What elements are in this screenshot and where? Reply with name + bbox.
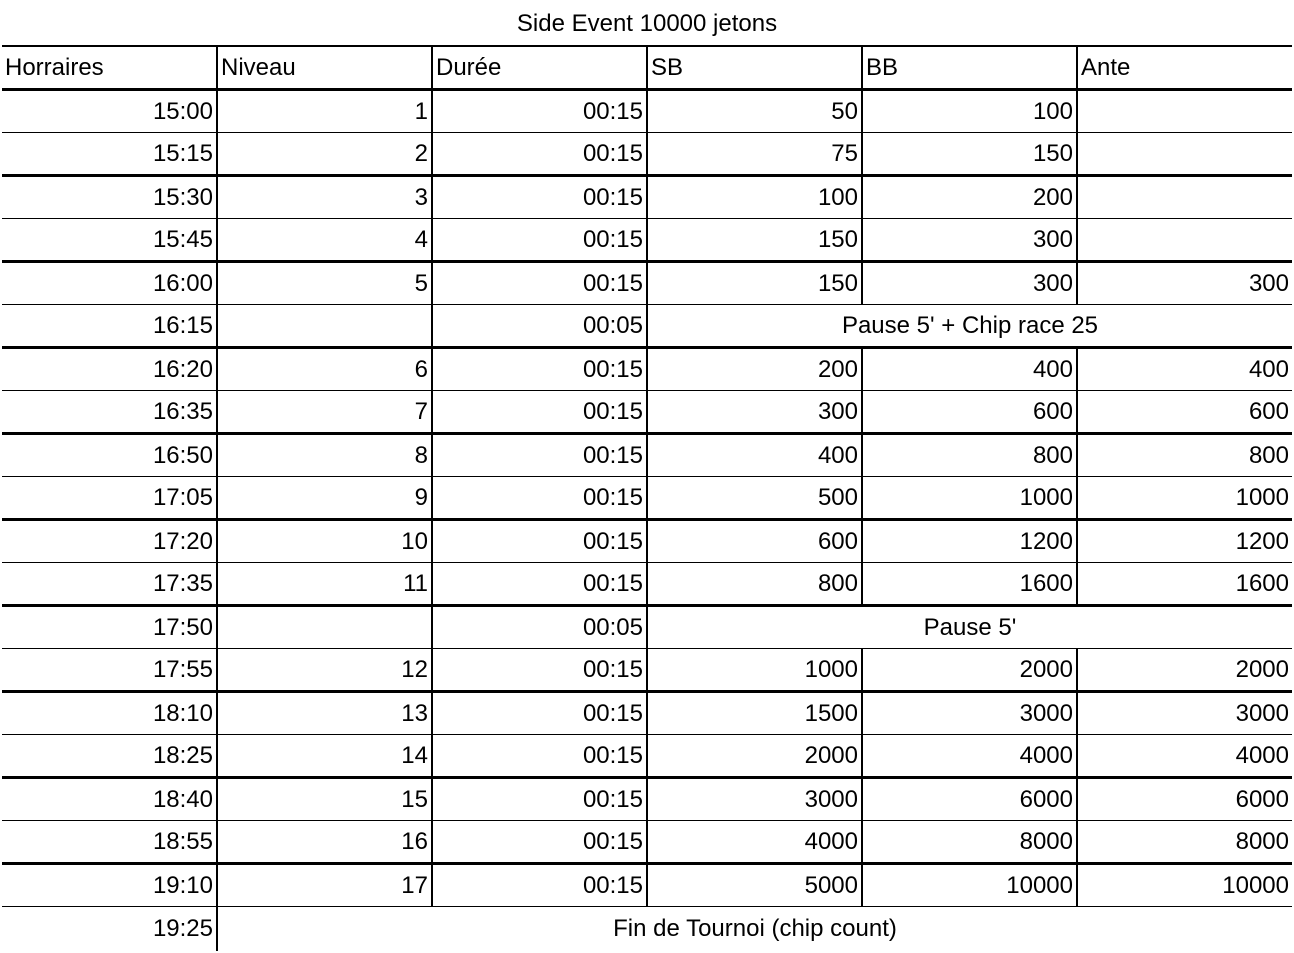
- cell-duration: 00:05: [432, 305, 647, 348]
- cell-sb: 4000: [647, 821, 862, 864]
- cell-level: 9: [217, 477, 432, 520]
- cell-duration: 00:15: [432, 735, 647, 778]
- cell-sb: 300: [647, 391, 862, 434]
- cell-time: 16:20: [2, 348, 217, 391]
- cell-ante: 2000: [1077, 649, 1292, 692]
- cell-duration: 00:15: [432, 520, 647, 563]
- cell-ante: 8000: [1077, 821, 1292, 864]
- cell-sb: 3000: [647, 778, 862, 821]
- cell-level: 4: [217, 219, 432, 262]
- cell-time: 18:55: [2, 821, 217, 864]
- cell-bb: 100: [862, 90, 1077, 133]
- cell-duration: 00:15: [432, 391, 647, 434]
- table-row: [2, 90, 1292, 133]
- cell-ante: 1200: [1077, 520, 1292, 563]
- cell-sb: 100: [647, 176, 862, 219]
- cell-level: 12: [217, 649, 432, 692]
- column-header-time: Horraires: [2, 46, 217, 90]
- column-header-duration: Durée: [432, 46, 647, 90]
- cell-ante: 6000: [1077, 778, 1292, 821]
- column-header-bb: BB: [862, 46, 1077, 90]
- cell-bb: 400: [862, 348, 1077, 391]
- cell-bb: 2000: [862, 649, 1077, 692]
- cell-level: 15: [217, 778, 432, 821]
- cell-duration: 00:15: [432, 563, 647, 606]
- cell-time: 17:05: [2, 477, 217, 520]
- cell-level: 17: [217, 864, 432, 907]
- cell-level: 8: [217, 434, 432, 477]
- column-header-ante: Ante: [1077, 46, 1292, 90]
- cell-level: [217, 305, 432, 348]
- cell-time: 17:35: [2, 563, 217, 606]
- cell-level: 7: [217, 391, 432, 434]
- column-header-sb: SB: [647, 46, 862, 90]
- cell-bb: 800: [862, 434, 1077, 477]
- cell-ante: [1077, 90, 1292, 133]
- table-row: [2, 864, 1292, 907]
- table-row: [2, 305, 1292, 348]
- cell-duration: 00:15: [432, 864, 647, 907]
- cell-ante: 4000: [1077, 735, 1292, 778]
- cell-pause-note: Pause 5' + Chip race 25: [647, 305, 1292, 348]
- table-row: [2, 692, 1292, 735]
- cell-duration: 00:15: [432, 692, 647, 735]
- cell-duration: 00:05: [432, 606, 647, 649]
- cell-level: 11: [217, 563, 432, 606]
- cell-bb: 200: [862, 176, 1077, 219]
- cell-time: 15:00: [2, 90, 217, 133]
- cell-bb: 1200: [862, 520, 1077, 563]
- cell-ante: 600: [1077, 391, 1292, 434]
- table-row: [2, 391, 1292, 434]
- cell-bb: 10000: [862, 864, 1077, 907]
- table-row: [2, 821, 1292, 864]
- cell-level: 5: [217, 262, 432, 305]
- cell-level: 10: [217, 520, 432, 563]
- cell-time: 19:10: [2, 864, 217, 907]
- cell-duration: 00:15: [432, 133, 647, 176]
- cell-duration: 00:15: [432, 477, 647, 520]
- cell-bb: 8000: [862, 821, 1077, 864]
- cell-ante: [1077, 133, 1292, 176]
- cell-sb: 1500: [647, 692, 862, 735]
- cell-final-note: Fin de Tournoi (chip count): [217, 907, 1292, 952]
- cell-bb: 1600: [862, 563, 1077, 606]
- cell-time: 17:20: [2, 520, 217, 563]
- cell-time: 15:15: [2, 133, 217, 176]
- cell-level: 2: [217, 133, 432, 176]
- table-row: [2, 520, 1292, 563]
- table-row: [2, 262, 1292, 305]
- cell-level: 16: [217, 821, 432, 864]
- table-row: [2, 778, 1292, 821]
- cell-duration: 00:15: [432, 649, 647, 692]
- cell-sb: 200: [647, 348, 862, 391]
- cell-time: 17:55: [2, 649, 217, 692]
- cell-sb: 150: [647, 219, 862, 262]
- cell-bb: 300: [862, 219, 1077, 262]
- cell-sb: 600: [647, 520, 862, 563]
- cell-level: 1: [217, 90, 432, 133]
- table-row: [2, 434, 1292, 477]
- cell-duration: 00:15: [432, 348, 647, 391]
- cell-sb: 5000: [647, 864, 862, 907]
- cell-level: 6: [217, 348, 432, 391]
- cell-sb: 400: [647, 434, 862, 477]
- cell-sb: 50: [647, 90, 862, 133]
- cell-duration: 00:15: [432, 434, 647, 477]
- cell-ante: 10000: [1077, 864, 1292, 907]
- cell-duration: 00:15: [432, 219, 647, 262]
- cell-time: 16:15: [2, 305, 217, 348]
- header-row: [2, 46, 1292, 90]
- cell-sb: 800: [647, 563, 862, 606]
- cell-bb: 6000: [862, 778, 1077, 821]
- cell-time: 18:10: [2, 692, 217, 735]
- table-row: [2, 348, 1292, 391]
- cell-time: 17:50: [2, 606, 217, 649]
- cell-time: 19:25: [152, 915, 213, 942]
- cell-ante: 300: [1077, 262, 1292, 305]
- column-header-level: Niveau: [217, 46, 432, 90]
- cell-time: 15:30: [2, 176, 217, 219]
- cell-bb: 4000: [862, 735, 1077, 778]
- cell-sb: 2000: [647, 735, 862, 778]
- cell-duration: 00:15: [432, 262, 647, 305]
- cell-bb: 150: [862, 133, 1077, 176]
- cell-time: 16:35: [2, 391, 217, 434]
- cell-bb: 300: [862, 262, 1077, 305]
- cell-duration: 00:15: [432, 821, 647, 864]
- cell-ante: 3000: [1077, 692, 1292, 735]
- cell-bb: 600: [862, 391, 1077, 434]
- cell-time: 15:45: [2, 219, 217, 262]
- cell-pause-note: Pause 5': [647, 606, 1292, 649]
- cell-ante: [1077, 176, 1292, 219]
- cell-ante: 1000: [1077, 477, 1292, 520]
- table-row: [2, 606, 1292, 649]
- table-row: [2, 907, 1292, 952]
- cell-time: 18:40: [2, 778, 217, 821]
- table-row: [2, 176, 1292, 219]
- table-row: [2, 133, 1292, 176]
- table-row: [2, 735, 1292, 778]
- cell-time: 16:50: [2, 434, 217, 477]
- cell-ante: 1600: [1077, 563, 1292, 606]
- cell-bb: 1000: [862, 477, 1077, 520]
- cell-time: 16:00: [2, 262, 217, 305]
- cell-ante: 400: [1077, 348, 1292, 391]
- cell-time: 18:25: [2, 735, 217, 778]
- cell-bb: 3000: [862, 692, 1077, 735]
- cell-level: 14: [217, 735, 432, 778]
- blind-structure-table: [2, 45, 1292, 951]
- cell-sb: 150: [647, 262, 862, 305]
- table-row: [2, 649, 1292, 692]
- cell-sb: 1000: [647, 649, 862, 692]
- table-row: [2, 477, 1292, 520]
- cell-duration: 00:15: [432, 90, 647, 133]
- cell-level: 3: [217, 176, 432, 219]
- cell-duration: 00:15: [432, 176, 647, 219]
- cell-level: 13: [217, 692, 432, 735]
- table-title: Side Event 10000 jetons: [516, 10, 778, 37]
- table-row: [2, 219, 1292, 262]
- cell-sb: 500: [647, 477, 862, 520]
- cell-level: [217, 606, 432, 649]
- cell-duration: 00:15: [432, 778, 647, 821]
- cell-sb: 75: [647, 133, 862, 176]
- cell-ante: 800: [1077, 434, 1292, 477]
- cell-ante: [1077, 219, 1292, 262]
- table-row: [2, 563, 1292, 606]
